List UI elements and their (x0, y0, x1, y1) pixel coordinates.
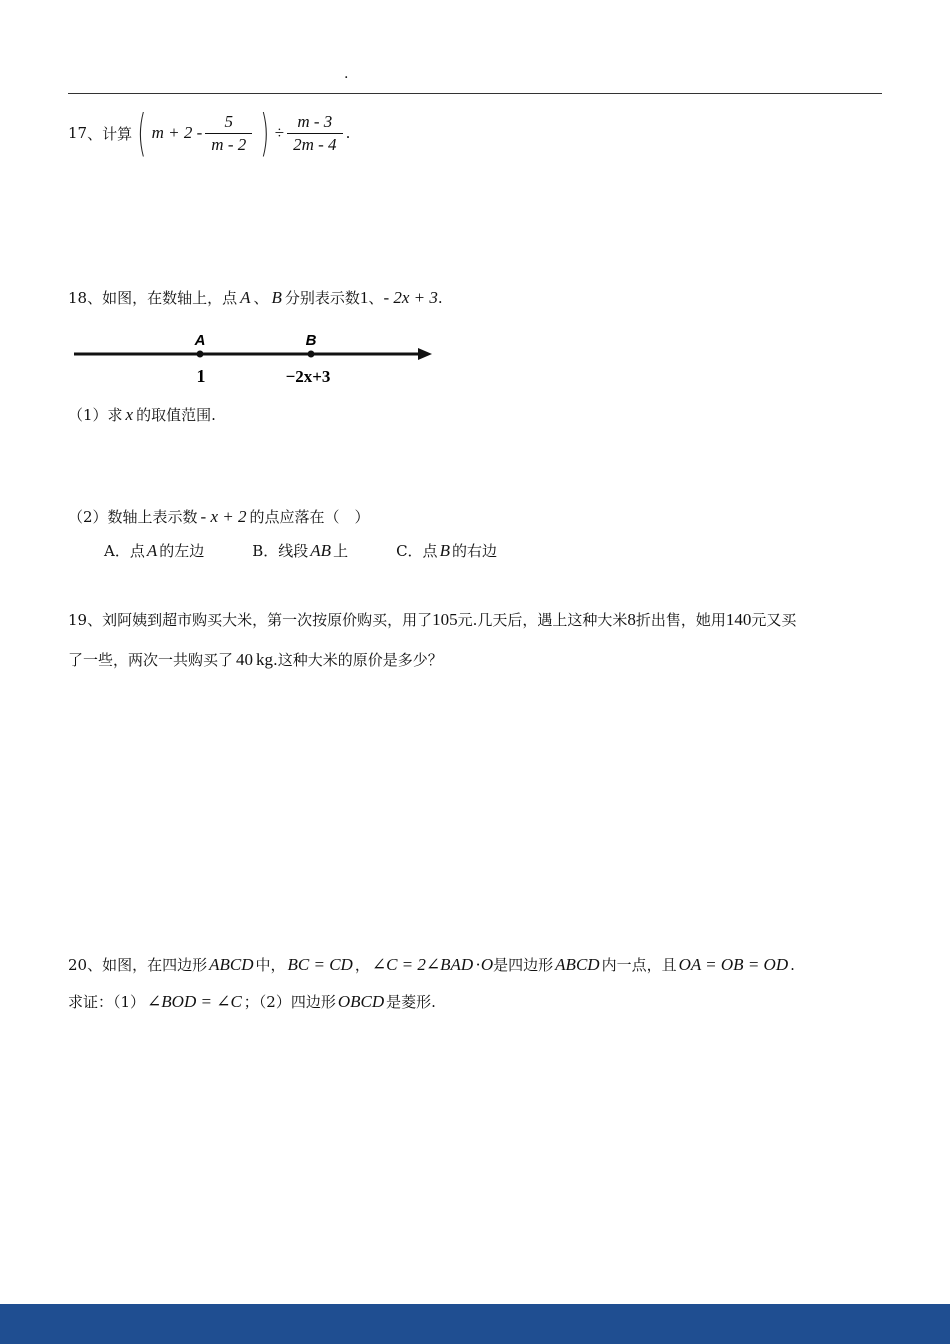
q19-line1-d: 元又买 (751, 611, 797, 629)
q17-right-paren: ) (260, 104, 270, 162)
q18-number: 18 (68, 288, 88, 307)
q17-div: ÷ (274, 123, 285, 142)
q19-val-105: 105 (432, 609, 458, 629)
q17-frac1-den: m - 2 (205, 133, 252, 156)
q20-comma-1: ， (354, 956, 370, 974)
q20-line1-a: 、如图，在四边形 (87, 956, 208, 974)
q20-eq-2: ∠C = 2∠BAD (371, 954, 474, 974)
q18-choices (104, 540, 545, 561)
q17-expr-a: m + 2 - (151, 123, 203, 142)
q20-line2-c: 是菱形. (386, 993, 436, 1011)
q19-line-1 (68, 609, 796, 630)
q18-stem-b: 分别表示数 (284, 289, 360, 307)
question-18-stem (68, 287, 443, 308)
q18-sep2: 、 (368, 289, 384, 307)
q20-number: 20 (68, 955, 88, 974)
q19-val-8: 8 (627, 609, 636, 629)
q18-part2-prefix: （2）数轴上表示数 (68, 508, 198, 526)
q20-obcd: OBCD (337, 991, 385, 1011)
q19-line1-c: 折出售，她用 (635, 611, 726, 629)
number-line-figure (70, 328, 440, 390)
q18-part1-prefix: （1）求 (68, 406, 123, 424)
q20-eq-3: OA = OB = OD (678, 954, 789, 974)
choice-b-sym: AB (310, 541, 332, 560)
q20-line-2 (68, 991, 436, 1012)
q19-line2-b: .这种大米的原价是多少？ (273, 651, 443, 669)
q20-line1-d: 内一点，且 (601, 956, 677, 974)
q19-line1-a: 、刘阿姨到超市购买大米，第一次按原价购买，用了 (87, 611, 433, 629)
header-dot: . (344, 66, 349, 82)
number-line-arrow (418, 348, 432, 360)
q20-abcd-2: ABCD (555, 954, 600, 974)
q18-stem-a: 、如图，在数轴上，点 (87, 289, 238, 307)
choice-a-sym: A (146, 541, 158, 560)
q18-val2: - 2x + 3 (383, 287, 438, 307)
q20-point-o: O (480, 954, 494, 974)
q19-val-40: 40 (236, 649, 254, 669)
point-a-label: A (194, 332, 206, 349)
choice-b (252, 540, 348, 561)
q20-abcd-1: ABCD (209, 954, 254, 974)
choice-c-letter: C．点 (396, 542, 438, 560)
tick-b-value: −2x+3 (285, 367, 331, 386)
q20-end-1: . (790, 955, 795, 974)
q19-line-2 (68, 649, 443, 670)
header-rule (68, 93, 882, 94)
q20-line2-b: ；（2）四边形 (243, 993, 336, 1011)
choice-c-sym: B (439, 541, 450, 560)
q18-part1-var: x (125, 404, 134, 424)
q18-part2-suffix: 的点应落在（ ） (249, 508, 370, 526)
q20-eq-4: ∠BOD = ∠C (147, 991, 242, 1011)
choice-c-text: 的右边 (451, 542, 497, 560)
question-17 (68, 104, 351, 162)
choice-c (396, 540, 497, 561)
q17-frac2-den: 2m - 4 (287, 133, 342, 156)
point-b-dot (308, 351, 315, 358)
q18-part1 (68, 404, 216, 425)
q19-unit: kg (256, 649, 274, 669)
q17-fraction-1 (205, 111, 252, 156)
q17-left-paren: ( (137, 104, 147, 162)
choice-b-text: 上 (333, 542, 349, 560)
q19-line1-b: 元.几天后，遇上这种大米 (457, 611, 628, 629)
point-b-label: B (305, 332, 317, 349)
q18-point-a: A (240, 287, 251, 307)
q17-fraction-2 (287, 111, 342, 156)
choice-a (104, 540, 204, 561)
tick-a-value: 1 (196, 366, 206, 386)
q18-point-b: B (271, 287, 282, 307)
footer-bar (0, 1304, 950, 1344)
choice-a-text: 的左边 (159, 542, 205, 560)
q20-line1-c: 是四边形 (493, 956, 554, 974)
q17-frac2-num: m - 3 (297, 111, 333, 131)
q19-number: 19 (68, 610, 88, 629)
q18-part1-suffix: 的取值范围. (136, 406, 216, 424)
choice-b-letter: B．线段 (252, 542, 309, 560)
q18-val1: 1 (359, 287, 369, 307)
q20-line2-a: 求证：（1） (68, 993, 146, 1011)
q18-sep: 、 (253, 289, 269, 307)
q18-part2-expr: - x + 2 (200, 506, 247, 526)
q20-eq-1: BC = CD (287, 954, 353, 974)
q17-end: . (345, 124, 351, 142)
q17-prefix: 、计算 (87, 124, 133, 143)
point-a-dot (197, 351, 204, 358)
choice-a-letter: A．点 (104, 542, 145, 560)
q20-line-1 (68, 954, 795, 975)
q19-val-140: 140 (725, 609, 752, 629)
q18-part2 (68, 506, 370, 527)
q20-line1-b: 中， (255, 956, 286, 974)
q19-line2-a: 了一些，两次一共购买了 (68, 651, 234, 669)
q18-end: . (437, 288, 443, 307)
q17-number: 17 (68, 124, 88, 142)
q20-dot-sep: · (475, 954, 481, 974)
q17-frac1-num: 5 (224, 111, 234, 131)
